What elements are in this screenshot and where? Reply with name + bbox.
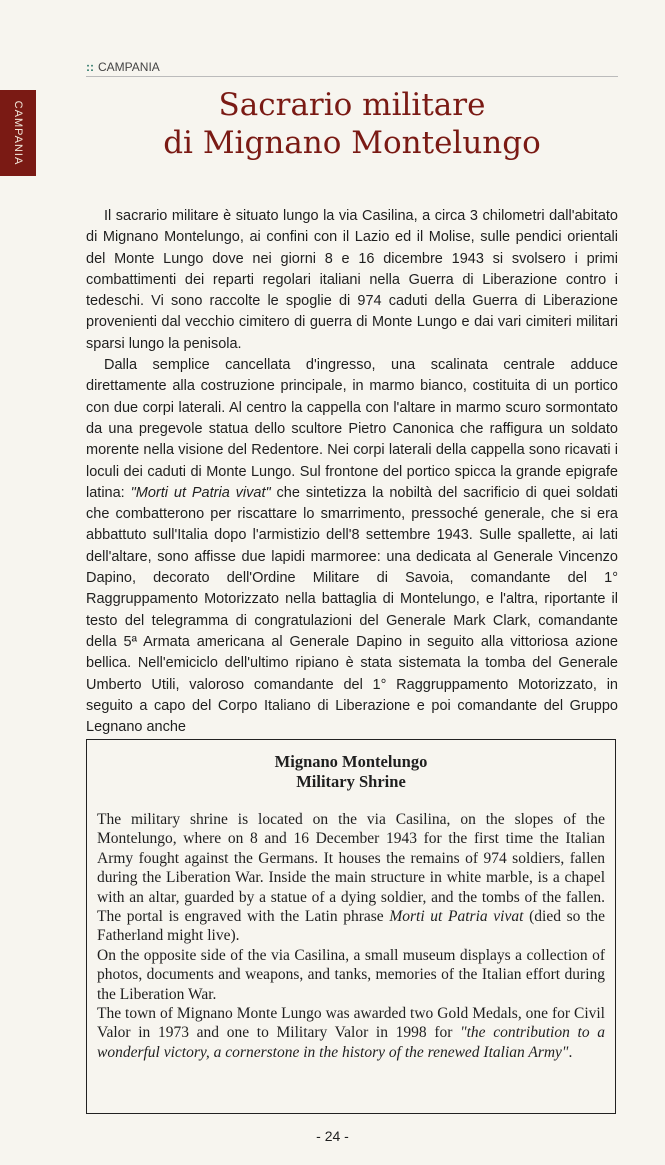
body-p2-part-a: Dalla semplice cancellata d'ingresso, una scalinata centrale adduce direttamente alla costruzione principale, in marmo bianco, costituita di un portico con due corpi laterali. Al centro la cappella con l'altare in marmo scuro sormontato da una pregevole statua dello scultore Pietro Canonica che raffigura un soldato morente nella visione del Redentore. Nei corpi laterali della cappella sono ricavati i loculi dei caduti di Monte Lungo. Sul frontone del portico spicca la grande epigrafe latina: bbox=[86, 357, 618, 501]
header-section: CAMPANIA bbox=[98, 60, 160, 74]
box-paragraph-1 bbox=[97, 810, 605, 946]
box-title-line-2: Military Shrine bbox=[296, 772, 406, 791]
running-header bbox=[86, 60, 618, 77]
box-quote: "the contribution to a wonderful victory, a cornerstone in the history of the renewed Italian Army" bbox=[97, 1024, 606, 1061]
header-dots: :: bbox=[86, 60, 94, 74]
page-title bbox=[86, 86, 618, 162]
box-p1-part-a: The military shrine is located on the via Casilina, on the slopes of the Montelungo, where on 8 and 16 December 1943 for the first time the Italian Army fought against the Germans. It houses the remains of 974 soldiers, fallen during the Liberation War. Inside the main structure in white marble, is a chapel with an altar, guarded by a statue of a dying soldier, and the tombs of the fallen. The portal is engraved with the Latin phrase bbox=[97, 811, 605, 926]
box-p3-part-a: The town of Mignano Monte Lungo was awarded two Gold Medals, one for Civil Valor in 1973 and one to Military Valor in 1998 for bbox=[97, 1005, 605, 1042]
box-paragraph-3 bbox=[97, 1004, 605, 1062]
page-number: - 24 - bbox=[316, 1128, 349, 1144]
title-line-2: di Mignano Montelungo bbox=[163, 125, 541, 161]
box-latin-phrase: Morti ut Patria vivat bbox=[389, 908, 524, 926]
box-paragraph-2: On the opposite side of the via Casilina, a small museum displays a collection of photos, documents and weapons, and tanks, memories of the Italian effort during the Liberation War. bbox=[97, 946, 605, 1003]
box-p3-part-b: . bbox=[568, 1043, 573, 1061]
side-tab-label: CAMPANIA bbox=[12, 100, 24, 166]
italian-body bbox=[86, 206, 618, 738]
box-p1-part-b: (died so the Fatherland might live). bbox=[97, 908, 605, 945]
body-paragraph-1: Il sacrario militare è situato lungo la via Casilina, a circa 3 chilometri dall'abitato di Mignano Montelungo, ai confini con il Lazio ed il Molise, sulle pendici orientali del Monte Lungo dove nei giorni 8 e 16 dicembre 1943 si svolsero i primi combattimenti dei reparti regolari italiani nella Guerra di Liberazione contro i tedeschi. Vi sono raccolte le spoglie di 974 caduti della Guerra di Liberazione provenienti dal vecchio cimitero di guerra di Monte Lungo e dai vari cimiteri militari sparsi lungo la penisola. bbox=[86, 208, 618, 352]
box-text bbox=[97, 810, 605, 1062]
body-paragraph-2 bbox=[86, 355, 618, 738]
box-title-line-1: Mignano Montelungo bbox=[274, 752, 428, 771]
title-line-1: Sacrario militare bbox=[218, 87, 486, 123]
latin-epigraph: "Morti ut Patria vivat" bbox=[130, 484, 271, 501]
box-title bbox=[97, 752, 605, 792]
body-p2-part-b: che sintetizza la nobiltà del sacrificio di quei soldati che combatterono per riscattare lo smarrimento, pressoché generale, che si era abbattuto sull'Italia dopo l'armistizio dell'8 settembre 1943. Sulle spallette, ai lati dell'altare, sono affisse due lapidi marmoree: una dedicata al Generale Vincenzo Dapino, decorato dell'Ordine Militare di Savoia, comandante del 1° Raggruppamento Motorizzato nella battaglia di Montelungo, e l'altra, riportante il testo del telegramma di congratulazioni del Generale Mark Clark, comandante della 5ª Armata americana al Generale Dapino in seguito alla vittoriosa azione bellica. Nell'emiciclo dell'ultimo ripiano è stata sistemata la tomba del Generale Umberto Utili, valoroso comandante del 1° Raggruppamento Motorizzato, in seguito a capo del Corpo Italiano di Liberazione e poi comandante del Gruppo Legnano anche bbox=[86, 484, 618, 736]
english-summary-box bbox=[86, 739, 616, 1114]
side-section-tab bbox=[0, 90, 36, 176]
